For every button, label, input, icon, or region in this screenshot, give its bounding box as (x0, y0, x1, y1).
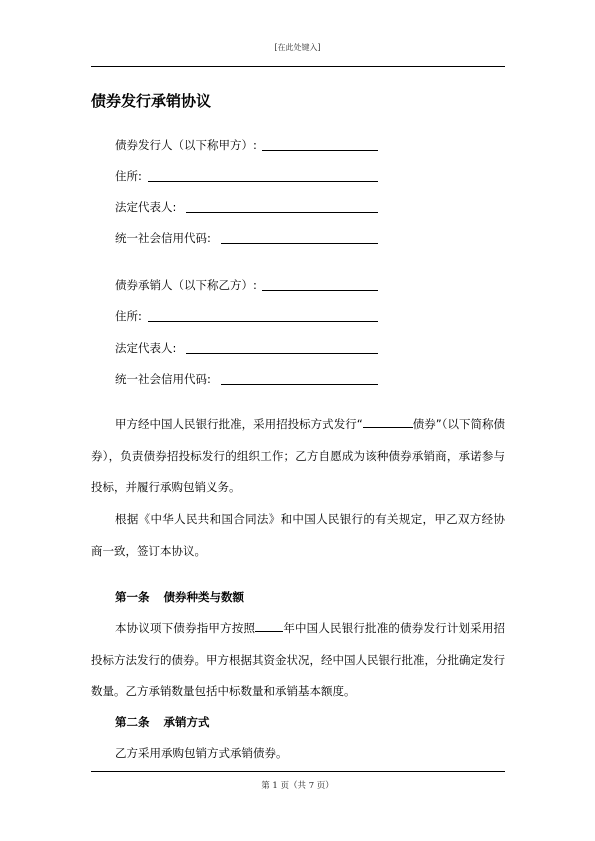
article-2-number: 第二条 (115, 715, 150, 729)
intro-paragraph-1 (91, 409, 505, 504)
party-b-rep-blank[interactable] (186, 353, 378, 354)
party-b-address-label: 住所: (115, 309, 142, 323)
party-a-address-label: 住所: (115, 169, 142, 183)
article-1-title: 债券种类与数额 (163, 590, 244, 604)
footer-divider (91, 771, 505, 772)
article-2-heading (115, 715, 210, 729)
intro-text-b: 债券”（以下简称债券），负责债券招投标发行的组织工作；乙方自愿成为该种债券承销商，承诺参与投标，并履行承购包销义务。 (91, 417, 505, 494)
article-1-heading (115, 590, 244, 604)
party-b-credit-label: 统一社会信用代码: (115, 372, 211, 386)
article-1-text-a: 本协议项下债券指甲方按照 (115, 621, 256, 635)
party-b-name-blank[interactable] (262, 290, 378, 291)
page-header: [在此处键入] (274, 43, 321, 52)
party-a-name-label: 债券发行人（以下称甲方）: (115, 138, 257, 152)
party-a-rep-blank[interactable] (186, 212, 378, 213)
article-1-number: 第一条 (115, 590, 150, 604)
bond-name-blank[interactable] (363, 415, 413, 428)
article-2-body: 乙方采用承购包销方式承销债券。 (115, 746, 288, 760)
party-b-name-label: 债券承销人（以下称乙方）: (115, 278, 257, 292)
intro-paragraph-2: 根据《中华人民共和国合同法》和中国人民银行的有关规定，甲乙双方经协商一致，签订本协议。 (91, 512, 505, 558)
page-number: 第 1 页（共 7 页） (261, 781, 334, 791)
intro-text-a: 甲方经中国人民银行批准，采用招投标方式发行“ (115, 417, 363, 431)
party-a-credit-blank[interactable] (221, 243, 378, 244)
article-1-body (91, 613, 505, 708)
year-blank[interactable] (255, 619, 283, 632)
header-divider (91, 66, 505, 67)
party-a-name-blank[interactable] (262, 150, 378, 151)
party-a-credit-label: 统一社会信用代码: (115, 231, 211, 245)
party-b-rep-label: 法定代表人: (115, 341, 177, 355)
article-1-text-b: 年中国人民银行批准的债券发行计划采用招投标方法发行的债券。甲方根据其资金状况，经中国人民银行批准，分批确定发行数量。乙方承销数量包括中标数量和承销基本额度。 (91, 621, 506, 698)
party-b-address-blank[interactable] (148, 321, 378, 322)
party-a-address-blank[interactable] (148, 181, 378, 182)
party-b-credit-blank[interactable] (221, 384, 378, 385)
party-a-rep-label: 法定代表人: (115, 200, 177, 214)
article-2-title: 承销方式 (163, 715, 210, 729)
document-title: 债券发行承销协议 (91, 92, 212, 110)
